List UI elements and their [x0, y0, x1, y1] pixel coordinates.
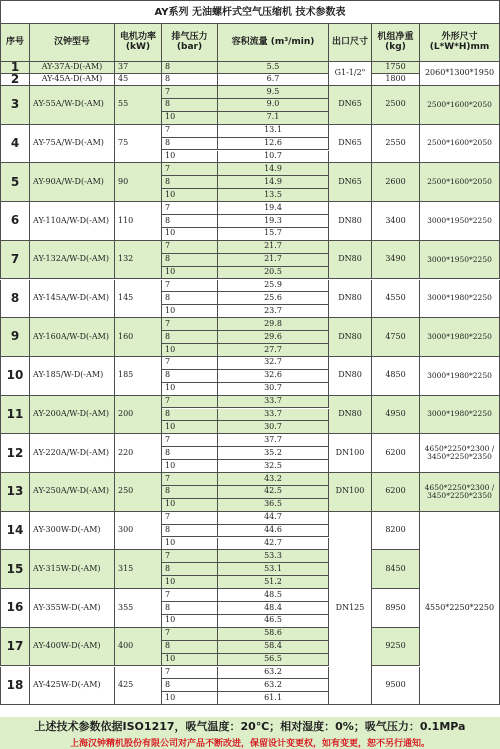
pressure-value: 8: [162, 138, 218, 151]
header-model: 汉钟型号: [30, 24, 115, 62]
model-name: AY-315W-D(-AM): [30, 550, 115, 589]
pressure-value: 10: [162, 576, 218, 589]
model-name: AY-185/W-D(-AM): [30, 357, 115, 396]
motor-power: 200: [115, 396, 162, 435]
flow-value: 63.2: [218, 667, 329, 680]
serial-number: 3: [0, 86, 30, 125]
pressure-value: 8: [162, 331, 218, 344]
company-notice: 上海汉钟精机股份有限公司对产品不断改进，保留设计变更权，如有变更，恕不另行通知。: [69, 739, 430, 749]
flow-value: 42.7: [218, 538, 329, 551]
flow-value: 30.7: [218, 421, 329, 434]
model-name: AY-425W-D(-AM): [30, 667, 115, 706]
header-weight: 机组净重 (kg): [372, 24, 420, 62]
flow-value: 61.1: [218, 692, 329, 705]
serial-number: 6: [0, 202, 30, 241]
flow-value: 9.0: [218, 99, 329, 112]
flow-value: 6.7: [218, 74, 329, 86]
flow-value: 46.5: [218, 615, 329, 628]
unit-weight: 3400: [372, 202, 420, 241]
pressure-value: 10: [162, 460, 218, 473]
flow-value: 30.7: [218, 383, 329, 396]
pressure-value: 7: [162, 434, 218, 447]
header-outlet: 出口尺寸: [329, 24, 372, 62]
flow-value: 5.5: [218, 62, 329, 74]
motor-power: 45: [115, 74, 162, 86]
flow-value: 13.5: [218, 189, 329, 202]
model-name: AY-55A/W-D(-AM): [30, 86, 115, 125]
pressure-value: 10: [162, 151, 218, 164]
motor-power: 90: [115, 163, 162, 202]
flow-value: 20.5: [218, 267, 329, 280]
footer: [0, 717, 500, 749]
outlet-size: DN80: [329, 202, 372, 241]
flow-value: 14.9: [218, 163, 329, 176]
serial-number: 4: [0, 125, 30, 164]
pressure-value: 8: [162, 525, 218, 538]
motor-power: 110: [115, 202, 162, 241]
pressure-value: 8: [162, 486, 218, 499]
pressure-value: 10: [162, 538, 218, 551]
serial-number: 1: [0, 62, 30, 74]
flow-value: 33.7: [218, 396, 329, 409]
model-name: AY-45A-D(-AM): [30, 74, 115, 86]
flow-value: 25.6: [218, 292, 329, 305]
flow-value: 48.5: [218, 589, 329, 602]
footer-note: 上述技术参数依据ISO1217，吸气温度：20℃；相对湿度：0%；吸气压力：0.1MPa: [34, 720, 466, 733]
outer-dimensions: 2500*1600*2050: [420, 86, 500, 125]
motor-power: 300: [115, 512, 162, 551]
pressure-value: 10: [162, 267, 218, 280]
pressure-value: 8: [162, 679, 218, 692]
flow-value: 19.3: [218, 215, 329, 228]
outlet-size-merged: G1-1/2": [329, 62, 372, 86]
pressure-value: 7: [162, 202, 218, 215]
pressure-value: 7: [162, 473, 218, 486]
unit-weight: 4550: [372, 280, 420, 319]
model-name: AY-145A/W-D(-AM): [30, 280, 115, 319]
flow-value: 27.7: [218, 344, 329, 357]
serial-number: 7: [0, 241, 30, 280]
pressure-value: 10: [162, 654, 218, 667]
model-name: AY-37A-D(-AM): [30, 62, 115, 74]
unit-weight: 2550: [372, 125, 420, 164]
flow-value: 36.5: [218, 499, 329, 512]
model-name: AY-200A/W-D(-AM): [30, 396, 115, 435]
motor-power: 132: [115, 241, 162, 280]
pressure-value: 7: [162, 125, 218, 138]
flow-value: 43.2: [218, 473, 329, 486]
motor-power: 185: [115, 357, 162, 396]
pressure-value: 7: [162, 86, 218, 99]
pressure-value: 8: [162, 215, 218, 228]
outer-dimensions-merged: 2060*1300*1950: [420, 62, 500, 86]
serial-number: 10: [0, 357, 30, 396]
pressure-value: 10: [162, 615, 218, 628]
outer-dimensions: 3000*1950*2250: [420, 202, 500, 241]
flow-value: 42.5: [218, 486, 329, 499]
model-name: AY-110A/W-D(-AM): [30, 202, 115, 241]
unit-weight: 2600: [372, 163, 420, 202]
outlet-size: DN100: [329, 434, 372, 473]
model-name: AY-355W-D(-AM): [30, 589, 115, 628]
flow-value: 32.7: [218, 357, 329, 370]
outer-dimensions: 3000*1980*2250: [420, 280, 500, 319]
flow-value: 32.5: [218, 460, 329, 473]
flow-value: 29.8: [218, 318, 329, 331]
pressure-value: 8: [162, 563, 218, 576]
flow-value: 58.6: [218, 628, 329, 641]
pressure-value: 10: [162, 189, 218, 202]
flow-value: 44.7: [218, 512, 329, 525]
motor-power: 220: [115, 434, 162, 473]
pressure-value: 8: [162, 602, 218, 615]
outer-dimensions: 3000*1980*2250: [420, 396, 500, 435]
serial-number: 15: [0, 550, 30, 589]
model-name: AY-250A/W-D(-AM): [30, 473, 115, 512]
outlet-size: DN65: [329, 163, 372, 202]
pressure-value: 7: [162, 357, 218, 370]
serial-number: 18: [0, 667, 30, 706]
serial-number: 9: [0, 318, 30, 357]
pressure-value: 8: [162, 641, 218, 654]
flow-value: 9.5: [218, 86, 329, 99]
model-name: AY-300W-D(-AM): [30, 512, 115, 551]
motor-power: 250: [115, 473, 162, 512]
pressure-value: 7: [162, 628, 218, 641]
outlet-size: DN80: [329, 357, 372, 396]
serial-number: 12: [0, 434, 30, 473]
pressure-value: 8: [162, 292, 218, 305]
motor-power: 425: [115, 667, 162, 706]
unit-weight: 9250: [372, 628, 420, 667]
motor-power: 400: [115, 628, 162, 667]
flow-value: 21.7: [218, 241, 329, 254]
flow-value: 14.9: [218, 176, 329, 189]
pressure-value: 10: [162, 344, 218, 357]
model-name: AY-75A/W-D(-AM): [30, 125, 115, 164]
pressure-value: 7: [162, 241, 218, 254]
outlet-size: DN100: [329, 473, 372, 512]
outer-dimensions: 3000*1950*2250: [420, 241, 500, 280]
pressure-value: 7: [162, 667, 218, 680]
pressure-value: 8: [162, 176, 218, 189]
flow-value: 56.5: [218, 654, 329, 667]
flow-value: 10.7: [218, 151, 329, 164]
unit-weight: 4850: [372, 357, 420, 396]
outlet-size: DN65: [329, 125, 372, 164]
unit-weight: 2500: [372, 86, 420, 125]
motor-power: 315: [115, 550, 162, 589]
outer-dimensions: 3000*1980*2250: [420, 318, 500, 357]
pressure-value: 7: [162, 512, 218, 525]
outlet-size: DN80: [329, 241, 372, 280]
pressure-value: 8: [162, 447, 218, 460]
serial-number: 17: [0, 628, 30, 667]
flow-value: 32.6: [218, 370, 329, 383]
motor-power: 160: [115, 318, 162, 357]
pressure-value: 8: [162, 370, 218, 383]
unit-weight: 3490: [372, 241, 420, 280]
outlet-size-merged: DN125: [329, 512, 372, 706]
outer-dimensions: 3000*1980*2250: [420, 357, 500, 396]
outlet-size: DN80: [329, 318, 372, 357]
outlet-size: DN65: [329, 86, 372, 125]
pressure-value: 10: [162, 383, 218, 396]
serial-number: 13: [0, 473, 30, 512]
pressure-value: 10: [162, 499, 218, 512]
flow-value: 19.4: [218, 202, 329, 215]
pressure-value: 8: [162, 254, 218, 267]
flow-value: 21.7: [218, 254, 329, 267]
flow-value: 12.6: [218, 138, 329, 151]
pressure-value: 7: [162, 550, 218, 563]
outlet-size: DN80: [329, 396, 372, 435]
pressure-value: 7: [162, 318, 218, 331]
pressure-value: 10: [162, 421, 218, 434]
header-serial: 序号: [0, 24, 30, 62]
unit-weight: 4750: [372, 318, 420, 357]
serial-number: 2: [0, 74, 30, 86]
pressure-value: 7: [162, 589, 218, 602]
flow-value: 37.7: [218, 434, 329, 447]
outer-dimensions: 4650*2250*2300 / 3450*2250*2350: [420, 473, 500, 512]
motor-power: 37: [115, 62, 162, 74]
serial-number: 11: [0, 396, 30, 435]
outer-dimensions-merged: 4550*2250*2250: [420, 512, 500, 706]
pressure-value: 8: [162, 99, 218, 112]
flow-value: 51.2: [218, 576, 329, 589]
flow-value: 7.1: [218, 112, 329, 125]
unit-weight: 8950: [372, 589, 420, 628]
flow-value: 23.7: [218, 305, 329, 318]
unit-weight: 8200: [372, 512, 420, 551]
flow-value: 58.4: [218, 641, 329, 654]
header-power: 电机功率 (kW): [115, 24, 162, 62]
flow-value: 63.2: [218, 679, 329, 692]
unit-weight: 4950: [372, 396, 420, 435]
motor-power: 355: [115, 589, 162, 628]
motor-power: 75: [115, 125, 162, 164]
unit-weight: 1750: [372, 62, 420, 74]
serial-number: 14: [0, 512, 30, 551]
outlet-size: DN80: [329, 280, 372, 319]
outer-dimensions: 2500*1600*2050: [420, 163, 500, 202]
pressure-value: 8: [162, 74, 218, 86]
flow-value: 29.6: [218, 331, 329, 344]
pressure-value: 10: [162, 112, 218, 125]
serial-number: 5: [0, 163, 30, 202]
model-name: AY-160A/W-D(-AM): [30, 318, 115, 357]
pressure-value: 7: [162, 163, 218, 176]
unit-weight: 9500: [372, 667, 420, 706]
outer-dimensions: 2500*1600*2050: [420, 125, 500, 164]
unit-weight: 6200: [372, 473, 420, 512]
flow-value: 33.7: [218, 409, 329, 422]
model-name: AY-400W-D(-AM): [30, 628, 115, 667]
pressure-value: 10: [162, 228, 218, 241]
flow-value: 44.6: [218, 525, 329, 538]
serial-number: 8: [0, 280, 30, 319]
outer-dimensions: 4650*2250*2300 / 3450*2250*2350: [420, 434, 500, 473]
flow-value: 53.1: [218, 563, 329, 576]
model-name: AY-132A/W-D(-AM): [30, 241, 115, 280]
pressure-value: 8: [162, 409, 218, 422]
serial-number: 16: [0, 589, 30, 628]
pressure-value: 10: [162, 692, 218, 705]
flow-value: 15.7: [218, 228, 329, 241]
flow-value: 13.1: [218, 125, 329, 138]
unit-weight: 8450: [372, 550, 420, 589]
header-pressure: 排气压力 (bar): [162, 24, 218, 62]
flow-value: 53.3: [218, 550, 329, 563]
pressure-value: 8: [162, 62, 218, 74]
header-dims: 外形尺寸 (L*W*H)mm: [420, 24, 500, 62]
model-name: AY-90A/W-D(-AM): [30, 163, 115, 202]
pressure-value: 7: [162, 396, 218, 409]
motor-power: 145: [115, 280, 162, 319]
model-name: AY-220A/W-D(-AM): [30, 434, 115, 473]
unit-weight: 6200: [372, 434, 420, 473]
pressure-value: 7: [162, 280, 218, 293]
header-flow: 容积流量 (m³/min): [218, 24, 329, 62]
flow-value: 35.2: [218, 447, 329, 460]
pressure-value: 10: [162, 305, 218, 318]
unit-weight: 1800: [372, 74, 420, 86]
table-title: AY系列 无油螺杆式空气压缩机 技术参数表: [0, 0, 500, 24]
motor-power: 55: [115, 86, 162, 125]
flow-value: 48.4: [218, 602, 329, 615]
flow-value: 25.9: [218, 280, 329, 293]
